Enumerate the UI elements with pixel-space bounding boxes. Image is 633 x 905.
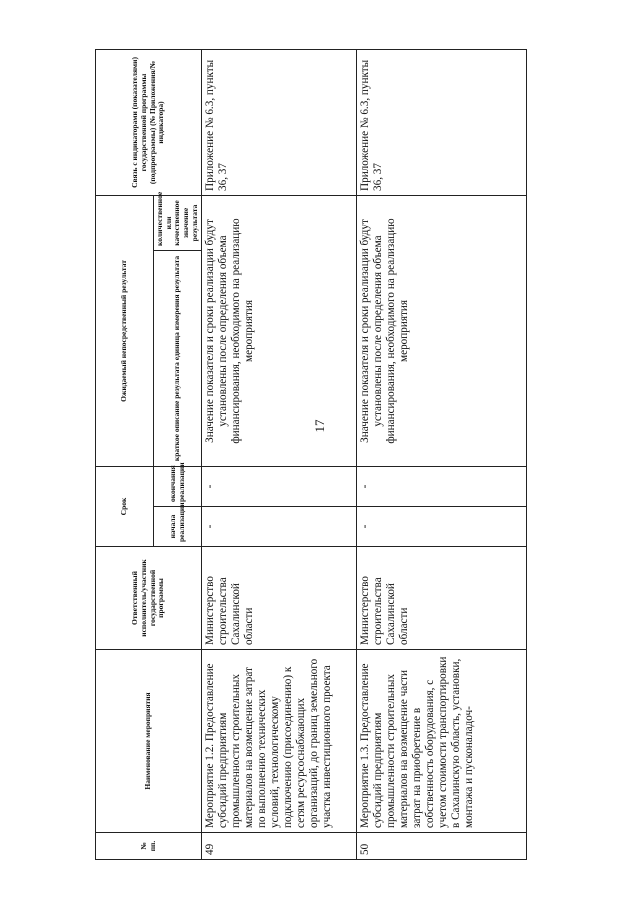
header-row-1 bbox=[96, 49, 154, 859]
header-expected-value: количественное или качественное значение результата bbox=[154, 195, 202, 250]
row-num: 49 bbox=[202, 833, 357, 860]
rotated-table-frame bbox=[95, 50, 585, 860]
row-result: Значение показателя и сроки реализации будут установлены после определения объема финансирования, необходимого на реализацию мероприятия bbox=[202, 195, 357, 466]
table-row bbox=[357, 49, 527, 859]
header-term-start: начала реализации bbox=[154, 507, 202, 547]
header-expected: Ожидаемый непосредственный результат bbox=[96, 195, 154, 466]
row-result: Значение показателя и сроки реализации будут установлены после определения объема финансирования, необходимого на реализацию мероприятия bbox=[357, 195, 527, 466]
row-end: - bbox=[202, 466, 357, 506]
header-link: Связь с индикаторами (показателями) государственной программы (подпрограммы) (№ Приложения/№ индикатора) bbox=[96, 49, 202, 195]
activities-table bbox=[95, 49, 527, 860]
row-num: 50 bbox=[357, 833, 527, 860]
page-number: 17 bbox=[312, 419, 327, 433]
header-name: Наименование мероприятия bbox=[96, 650, 202, 833]
row-start: - bbox=[357, 507, 527, 547]
row-name: Мероприятие 1.3. Предоставление субсидий предприятиям промышленности строительных материалов на возмещение части затрат на приобретение в собственность оборудования, с учетом стоимости транспортировки в Сахалинскую область, установки, монтажа и пусконаладоч- bbox=[357, 650, 527, 833]
row-name: Мероприятие 1.2. Предоставление субсидий предприятиям промышленности строительных материалов на возмещение затрат по выполнению технических условий, технологическому подключению (присоединению) к сетям ресурсоснабжающих организаций, до границ земельного участка инвестиционного проекта bbox=[202, 650, 357, 833]
header-expected-desc: краткое описание результата единица измерения результата bbox=[154, 250, 202, 466]
header-term-end: окончания реализации bbox=[154, 466, 202, 506]
row-responsible: Министерство строительства Сахалинской области bbox=[357, 547, 527, 650]
header-term: Срок bbox=[96, 466, 154, 546]
header-responsible: Ответственный исполнитель/участник государственной программы bbox=[96, 547, 202, 650]
row-link: Приложение № 6.3, пункты 36, 37 bbox=[202, 49, 357, 195]
header-num: № пп. bbox=[96, 833, 202, 860]
row-start: - bbox=[202, 507, 357, 547]
row-end: - bbox=[357, 466, 527, 506]
row-responsible: Министерство строительства Сахалинской области bbox=[202, 547, 357, 650]
row-link: Приложение № 6.3, пункты 36, 37 bbox=[357, 49, 527, 195]
table-row bbox=[202, 49, 357, 859]
